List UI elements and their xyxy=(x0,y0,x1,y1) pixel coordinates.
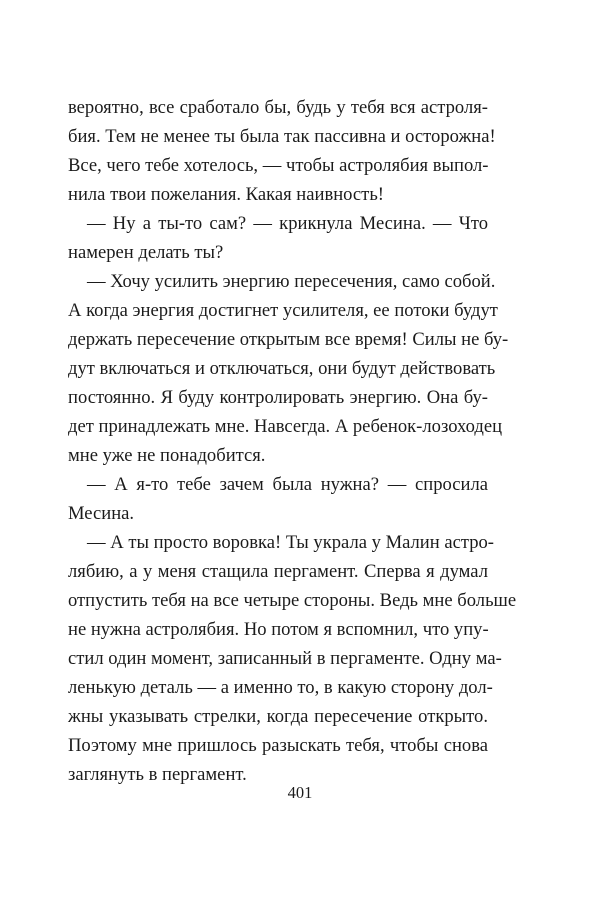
paragraph xyxy=(68,93,496,209)
text-line: дут включаться и отключаться, они будут действовать xyxy=(68,358,496,379)
text-line: заглянуть в пергамент. xyxy=(68,764,247,785)
text-line: вероятно, все сработало бы, будь у тебя вся астроля- xyxy=(68,97,488,118)
text-line: Месина. xyxy=(68,503,135,524)
text-line: ленькую деталь — а именно то, в какую сторону дол- xyxy=(68,677,493,698)
text-line: нила твои пожелания. Какая наивность! xyxy=(68,184,384,205)
text-line: — А я-то тебе зачем была нужна? — спросила xyxy=(87,474,488,495)
paragraph xyxy=(68,267,509,470)
text-line: отпустить тебя на все четыре стороны. Ведь мне больше xyxy=(68,590,517,611)
paragraph xyxy=(68,470,488,528)
text-line: жны указывать стрелки, когда пересечение открыто. xyxy=(68,706,488,727)
text-line: постоянно. Я буду контролировать энергию. Она бу- xyxy=(68,387,488,408)
text-line: мне уже не понадобится. xyxy=(68,445,266,466)
text-line: — Ну а ты-то сам? — крикнула Месина. — Что xyxy=(87,213,488,234)
text-line: Все, чего тебе хотелось, — чтобы астролябия выпол- xyxy=(68,155,489,176)
text-line: бия. Тем не менее ты была так пассивна и осторожна! xyxy=(68,126,496,147)
text-line: намерен делать ты? xyxy=(68,242,224,263)
text-line: Поэтому мне пришлось разыскать тебя, чтобы снова xyxy=(68,735,488,756)
text-line: стил один момент, записанный в пергаменте. Одну ма- xyxy=(68,648,502,669)
page-number: 401 xyxy=(287,783,313,802)
body-text xyxy=(68,93,517,789)
text-line: не нужна астролябия. Но потом я вспомнил, что упу- xyxy=(68,619,489,640)
text-line: — Хочу усилить энергию пересечения, само собой. xyxy=(87,271,496,292)
text-line: держать пересечение открытым все время! Силы не бу- xyxy=(68,329,509,350)
text-line: — А ты просто воровка! Ты украла у Малин астро- xyxy=(87,532,495,553)
text-line: дет принадлежать мне. Навсегда. А ребенок-лозоходец xyxy=(68,416,503,437)
text-line: А когда энергия достигнет усилителя, ее потоки будут xyxy=(68,300,498,321)
text-line: лябию, а у меня стащила пергамент. Сперва я думал xyxy=(68,561,488,582)
paragraph xyxy=(68,209,488,267)
paragraph xyxy=(68,528,517,789)
